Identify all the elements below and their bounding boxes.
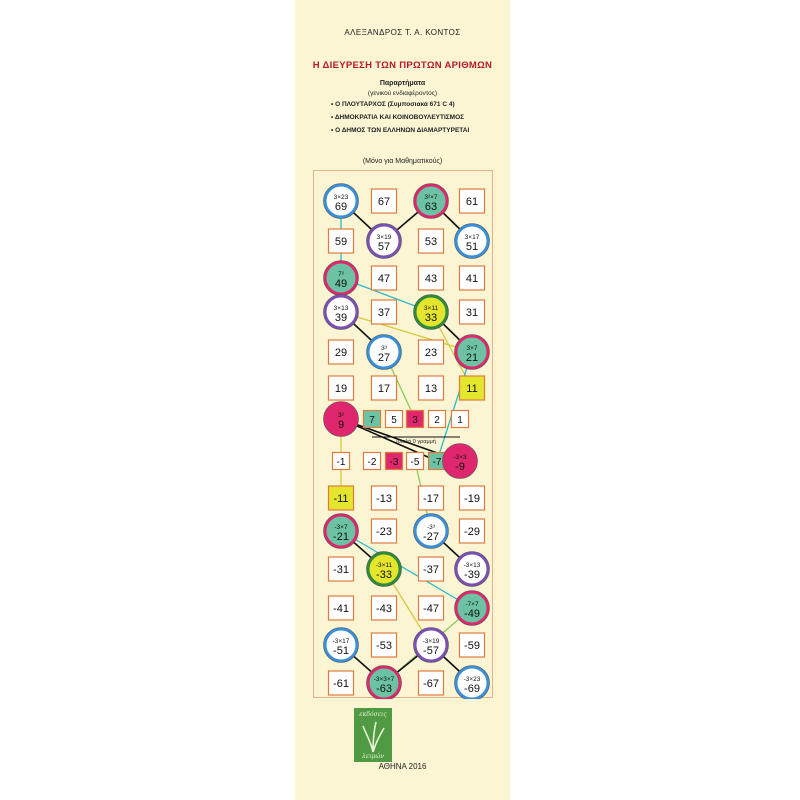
number-label: 63	[424, 201, 438, 213]
number-label: -11	[333, 493, 349, 505]
number-label: 67	[377, 196, 391, 208]
number-label: 59	[334, 236, 348, 248]
number-label: -1	[336, 457, 346, 468]
number-label: 23	[424, 347, 438, 359]
number-label: 21	[465, 352, 479, 364]
number-label: -2	[367, 457, 377, 468]
number-label: 19	[334, 383, 348, 395]
number-label: -47	[423, 603, 439, 615]
number-label: -59	[464, 640, 480, 652]
number-label: 57	[377, 241, 391, 253]
number-board	[313, 170, 493, 698]
number-label: 49	[334, 278, 348, 290]
number-label: -19	[464, 493, 480, 505]
number-label: 51	[465, 241, 479, 253]
number-label: -37	[423, 564, 439, 576]
factor-label: -3×19	[422, 638, 440, 645]
factor-label: -3×7	[334, 524, 348, 531]
number-label: 27	[377, 352, 391, 364]
number-label: -57	[423, 645, 439, 657]
number-label: 1	[457, 415, 463, 426]
number-label: 53	[424, 236, 438, 248]
number-label: 7	[369, 415, 375, 426]
number-label: 61	[465, 196, 479, 208]
number-label: -27	[423, 531, 439, 543]
author-name: ΑΛΕΞΑΝΔΡΟΣ Τ. Α. ΚΟΝΤΟΣ	[344, 28, 461, 37]
factor-label: 3²×7	[424, 194, 438, 201]
number-label: -7	[432, 457, 442, 468]
number-label: -39	[464, 569, 480, 581]
number-label: -5	[410, 457, 420, 468]
number-label: 69	[334, 201, 348, 213]
number-label: 9	[337, 419, 345, 431]
number-label: 5	[391, 415, 397, 426]
appendix-item: • Ο ΠΛΟΥΤΑΡΧΟΣ (Συμποσιακά 671 C 4)	[331, 101, 455, 108]
factor-label: -3×11	[375, 562, 393, 569]
factor-label: -3×3	[453, 454, 467, 461]
factor-label: -3×13	[463, 562, 481, 569]
factor-label: -7×7	[465, 601, 479, 608]
number-label: -49	[464, 608, 480, 620]
number-label: -23	[376, 526, 392, 538]
factor-label: 3×17	[464, 234, 480, 241]
factor-label: -3×17	[332, 638, 350, 645]
number-label: -53	[376, 640, 392, 652]
number-label: -63	[376, 683, 392, 695]
number-label: 3	[412, 415, 418, 426]
subtitle-note: (γενικού ενδιαφέροντος)	[367, 90, 438, 97]
zero-line-label: Ισιαλή 0 γραμμή	[396, 439, 436, 445]
number-label: 29	[334, 347, 348, 359]
number-label: -69	[464, 683, 480, 695]
number-label: -17	[423, 493, 439, 505]
factor-label: 3²	[338, 412, 344, 419]
number-label: -61	[333, 678, 349, 690]
factor-label: 3×7	[466, 345, 478, 352]
factor-label: -3×3×7	[373, 676, 395, 683]
number-label: 11	[466, 383, 478, 395]
factor-label: -3³	[427, 524, 435, 531]
number-label: 31	[465, 307, 479, 319]
publisher-logo: εκδόσεις λειμών	[354, 708, 392, 762]
subtitle: Παραρτήματα	[379, 80, 426, 87]
factor-label: 3³	[381, 345, 387, 352]
number-label: 33	[424, 312, 438, 324]
number-label: 47	[377, 273, 391, 285]
number-label: -51	[333, 645, 349, 657]
number-label: -31	[333, 564, 349, 576]
number-label: 39	[334, 312, 348, 324]
number-label: -9	[455, 461, 465, 473]
number-label: -43	[376, 603, 392, 615]
number-label: -13	[376, 493, 392, 505]
number-label: 41	[465, 273, 479, 285]
number-label: -67	[423, 678, 439, 690]
number-label: -29	[464, 526, 480, 538]
appendix-item: • Ο ΔΗΜΟΣ ΤΩΝ ΕΛΛΗΝΩΝ ΔΙΑΜΑΡΤΥΡΕΤΑΙ	[331, 127, 470, 134]
number-label: -33	[376, 569, 392, 581]
number-label: 37	[377, 307, 391, 319]
number-label: 43	[424, 273, 438, 285]
audience-note: (Μόνο για Μαθηματικούς)	[362, 158, 443, 165]
factor-label: -3×23	[463, 676, 481, 683]
factor-label: 3×13	[333, 305, 349, 312]
city-year: ΑΘΗΝΑ 2016	[378, 762, 427, 771]
number-label: 17	[377, 383, 391, 395]
number-label: 2	[434, 415, 440, 426]
connector-line	[341, 531, 472, 608]
book-cover	[295, 0, 510, 800]
factor-label: 3×11	[423, 305, 439, 312]
number-label: -41	[333, 603, 349, 615]
number-label: -3	[389, 457, 399, 468]
book-title: Η ΔΙΕΥΡΕΣΗ ΤΩΝ ΠΡΩΤΩΝ ΑΡΙΘΜΩΝ	[312, 60, 493, 71]
number-label: 13	[424, 383, 438, 395]
factor-label: 3×19	[376, 234, 392, 241]
board-diagram	[314, 171, 494, 699]
factor-label: 3×23	[333, 194, 349, 201]
number-label: -21	[333, 531, 349, 543]
factor-label: 7²	[338, 271, 344, 278]
appendix-item: • ΔΗΜΟΚΡΑΤΙΑ ΚΑΙ ΚΟΙΝΟΒΟΥΛΕΥΤΙΣΜΟΣ	[331, 114, 465, 121]
